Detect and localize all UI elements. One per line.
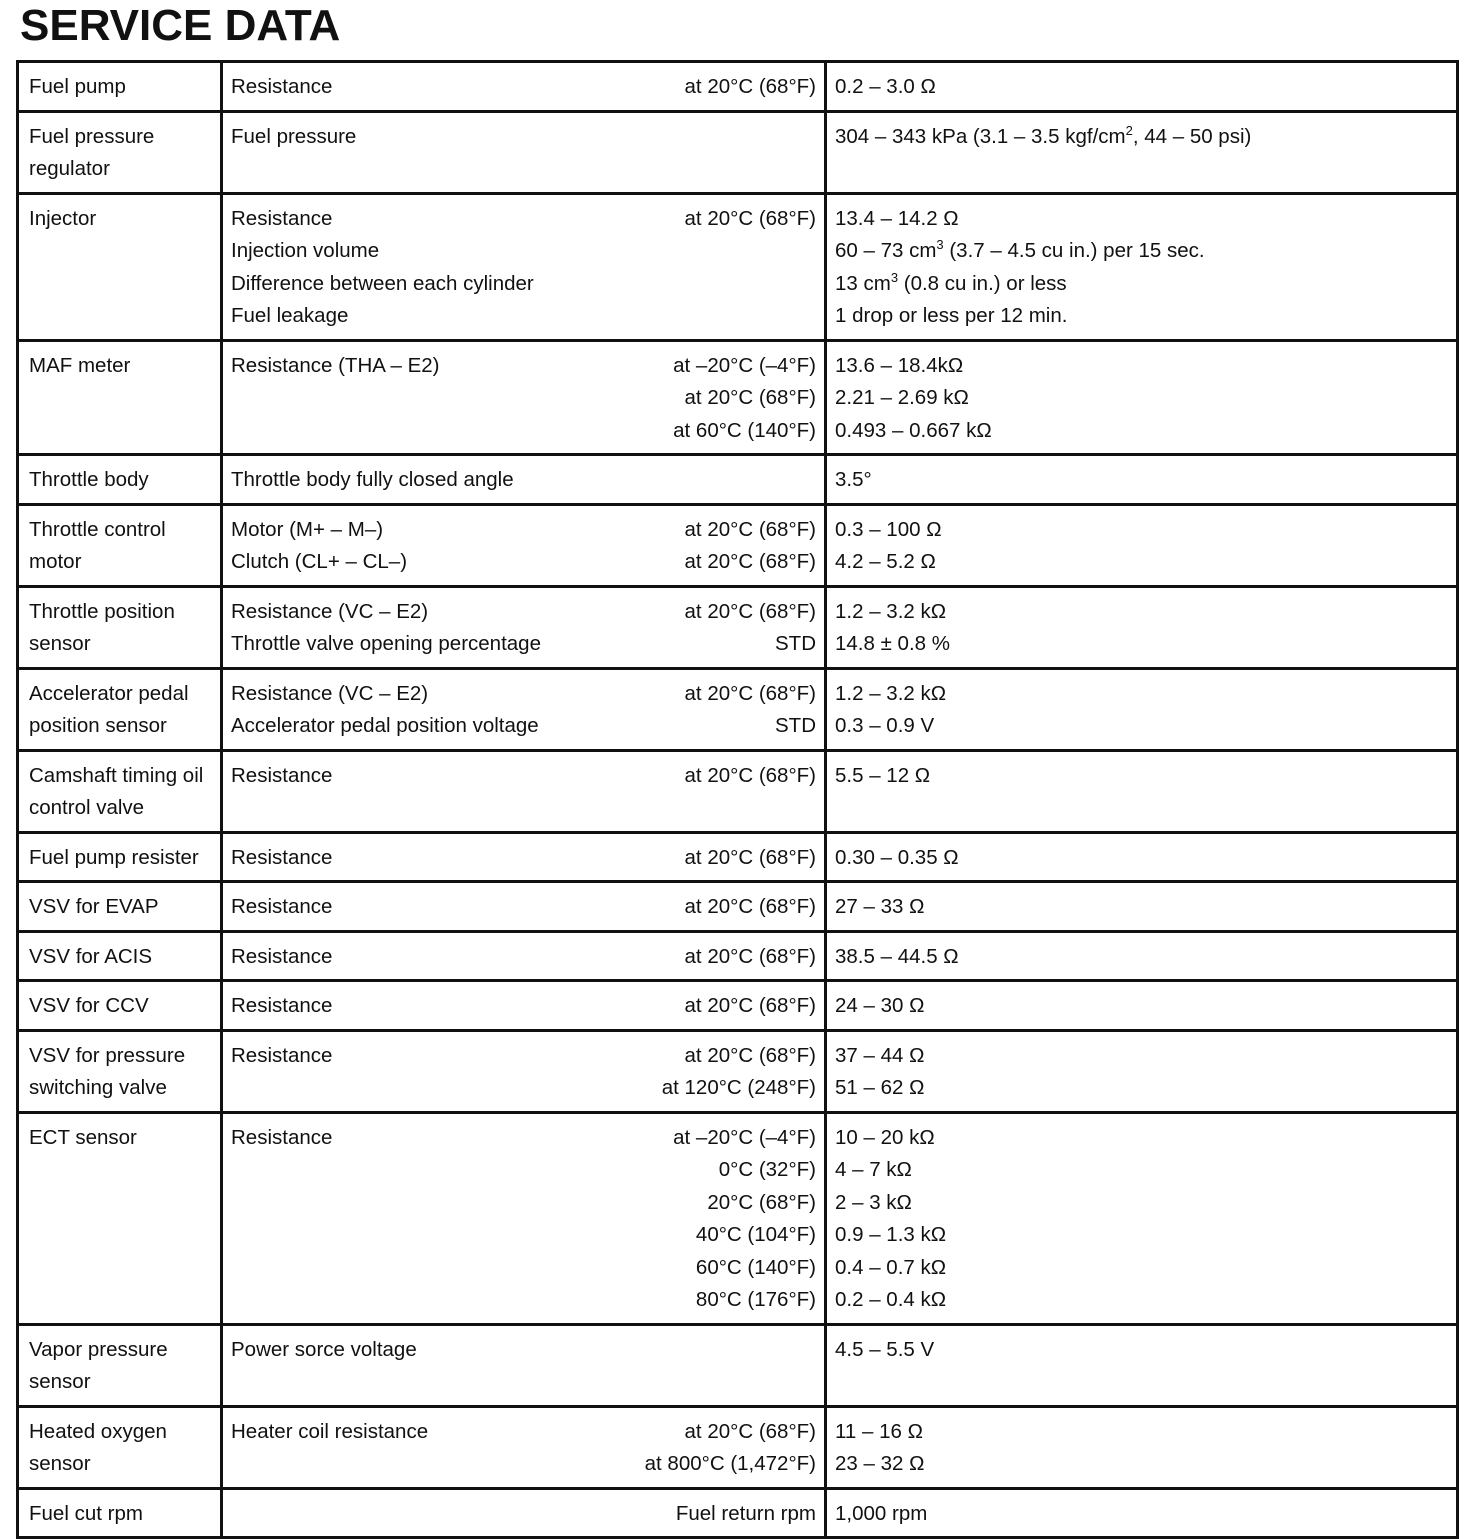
check-item-line xyxy=(231,300,816,333)
condition-label: at 20°C (68°F) xyxy=(684,517,816,541)
condition-label: at 20°C (68°F) xyxy=(684,763,816,787)
specification-cell xyxy=(826,193,1458,340)
spec-value: 14.8 ± 0.8 % xyxy=(835,632,950,655)
specification-cell xyxy=(826,62,1458,112)
check-item-label: Resistance xyxy=(231,763,333,787)
table-row xyxy=(18,1488,1458,1538)
check-item-label: Throttle body fully closed angle xyxy=(231,468,514,491)
check-item-label: Fuel leakage xyxy=(231,304,349,327)
specification-cell xyxy=(826,1406,1458,1488)
check-item-line xyxy=(231,1154,816,1187)
check-item-cell xyxy=(222,931,826,981)
table-row xyxy=(18,455,1458,505)
condition-label: at 20°C (68°F) xyxy=(684,1043,816,1067)
spec-value: 4.5 – 5.5 V xyxy=(835,1337,935,1361)
spec-value: 0.3 – 100 Ω xyxy=(835,517,942,541)
table-row xyxy=(18,62,1458,112)
check-item-line xyxy=(231,546,816,579)
condition-label: at 20°C (68°F) xyxy=(684,895,816,918)
check-item-cell xyxy=(222,1030,826,1112)
check-item-line xyxy=(231,235,816,268)
check-item-cell xyxy=(222,1324,826,1406)
condition-label: at 20°C (68°F) xyxy=(684,206,816,230)
check-item-line xyxy=(231,382,816,415)
check-item-line xyxy=(231,891,816,924)
check-item-label: Resistance xyxy=(231,944,333,968)
check-item-line xyxy=(231,514,816,547)
check-item-cell xyxy=(222,504,826,586)
check-item-label: Resistance xyxy=(231,845,333,869)
check-item-label: Heater coil resistance xyxy=(231,1419,429,1443)
condition-label: 0°C (32°F) xyxy=(718,1158,816,1181)
specification-cell xyxy=(826,455,1458,505)
check-item-line xyxy=(231,710,816,743)
spec-value: 60 – 73 $cm^3$ (3.7 – 4.5 cu in.) per 15 sec. xyxy=(835,237,1205,262)
spec-value: 1.2 – 3.2 kΩ xyxy=(835,681,947,705)
spec-value: 0.4 – 0.7 kΩ xyxy=(835,1255,947,1279)
condition-label: at 20°C (68°F) xyxy=(684,845,816,869)
check-item-line xyxy=(231,678,816,711)
check-item-line xyxy=(231,990,816,1023)
condition-label: STD xyxy=(775,714,816,737)
table-row xyxy=(18,1324,1458,1406)
check-item-cell xyxy=(222,750,826,832)
spec-value: 4 – 7 kΩ xyxy=(835,1158,912,1181)
spec-value: 4.2 – 5.2 Ω xyxy=(835,550,936,573)
component-name: VSV for EVAP xyxy=(18,882,222,932)
spacer-line xyxy=(231,1366,816,1399)
specification-cell xyxy=(826,340,1458,455)
check-item-label: Resistance xyxy=(231,895,333,918)
check-item-label: Resistance xyxy=(231,1043,333,1067)
spec-value: 0.493 – 0.667 kΩ xyxy=(835,418,992,442)
check-item-line xyxy=(231,121,816,154)
check-item-line xyxy=(231,1187,816,1220)
condition-label: 20°C (68°F) xyxy=(707,1190,816,1214)
check-item-line xyxy=(231,842,816,875)
spec-value: 0.2 – 3.0 Ω xyxy=(835,75,936,98)
specification-cell xyxy=(826,504,1458,586)
specification-cell xyxy=(826,1488,1458,1538)
check-item-label: Accelerator pedal position voltage xyxy=(231,714,539,737)
check-item-cell xyxy=(222,340,826,455)
check-item-label: Motor (M+ – M–) xyxy=(231,517,384,541)
component-name: Fuel pump resister xyxy=(18,832,222,882)
check-item-cell xyxy=(222,586,826,668)
check-item-label: Injection volume xyxy=(231,239,380,262)
component-name: Camshaft timing oil control valve xyxy=(18,750,222,832)
spec-value: 37 – 44 Ω xyxy=(835,1043,925,1067)
check-item-label: Resistance xyxy=(231,206,333,230)
spec-value: 10 – 20 kΩ xyxy=(835,1125,935,1149)
spec-value: 13.6 – 18.4kΩ xyxy=(835,353,964,377)
spec-value: 3.5° xyxy=(835,468,872,491)
check-item-line xyxy=(231,1284,816,1317)
check-item-line xyxy=(231,268,816,301)
component-name: MAF meter xyxy=(18,340,222,455)
check-item-line xyxy=(231,941,816,974)
specification-cell xyxy=(826,668,1458,750)
spec-value: 1 drop or less per 12 min. xyxy=(835,304,1068,327)
page-title: SERVICE DATA xyxy=(20,1,341,50)
spec-value: 51 – 62 Ω xyxy=(835,1076,925,1099)
spec-value: 2 – 3 kΩ xyxy=(835,1190,912,1214)
table-row xyxy=(18,340,1458,455)
check-item-line xyxy=(231,464,816,497)
table-row xyxy=(18,750,1458,832)
spec-value: 2.21 – 2.69 kΩ xyxy=(835,386,969,409)
condition-label: 40°C (104°F) xyxy=(695,1223,816,1246)
condition-label: at 20°C (68°F) xyxy=(684,994,816,1017)
check-item-line xyxy=(231,203,816,236)
component-name: Fuel pressure regulator xyxy=(18,111,222,193)
check-item-line xyxy=(231,1219,816,1252)
spec-value: 13 $cm^3$ (0.8 cu in.) or less xyxy=(835,269,1067,295)
spec-value: 304 – 343 kPa (3.1 – 3.5 kgf/$cm^2$, 44 – 50 psi) xyxy=(835,122,1252,148)
check-item-label: Resistance xyxy=(231,75,333,98)
check-item-line xyxy=(231,1122,816,1155)
specification-cell xyxy=(826,882,1458,932)
check-item-label: Resistance (THA – E2) xyxy=(231,353,440,377)
condition-label: at 20°C (68°F) xyxy=(684,75,816,98)
specification-cell xyxy=(826,1324,1458,1406)
component-name: Accelerator pedal position sensor xyxy=(18,668,222,750)
spec-value: 0.3 – 0.9 V xyxy=(835,714,935,737)
table-row xyxy=(18,586,1458,668)
check-item-line xyxy=(231,71,816,104)
condition-label: at 20°C (68°F) xyxy=(684,1419,816,1443)
table-row xyxy=(18,193,1458,340)
condition-label: at 20°C (68°F) xyxy=(684,386,816,409)
check-item-line xyxy=(231,1498,816,1531)
table-row xyxy=(18,504,1458,586)
condition-label: Fuel return rpm xyxy=(675,1501,816,1525)
component-name: VSV for pressure switching valve xyxy=(18,1030,222,1112)
check-item-cell xyxy=(222,882,826,932)
check-item-label: Fuel pressure xyxy=(231,124,357,148)
spec-value: 1.2 – 3.2 kΩ xyxy=(835,599,947,623)
component-name: Fuel cut rpm xyxy=(18,1488,222,1538)
check-item-cell xyxy=(222,193,826,340)
spec-value: 23 – 32 Ω xyxy=(835,1452,925,1475)
condition-label: at 120°C (248°F) xyxy=(661,1076,816,1099)
spec-value: 5.5 – 12 Ω xyxy=(835,763,931,787)
condition-label: at 20°C (68°F) xyxy=(684,599,816,623)
spec-value: 1,000 rpm xyxy=(835,1501,928,1525)
component-name: Throttle body xyxy=(18,455,222,505)
check-item-cell xyxy=(222,1406,826,1488)
check-item-cell xyxy=(222,668,826,750)
condition-label: 60°C (140°F) xyxy=(695,1255,816,1279)
table-row xyxy=(18,832,1458,882)
check-item-line xyxy=(231,1040,816,1073)
spacer-line xyxy=(231,792,816,825)
check-item-cell xyxy=(222,1112,826,1324)
condition-label: at 800°C (1,472°F) xyxy=(644,1452,816,1475)
component-name: Throttle position sensor xyxy=(18,586,222,668)
condition-label: at 60°C (140°F) xyxy=(673,418,816,442)
table-row xyxy=(18,981,1458,1031)
specification-cell xyxy=(826,111,1458,193)
check-item-label: Resistance (VC – E2) xyxy=(231,599,429,623)
specification-cell xyxy=(826,981,1458,1031)
check-item-cell xyxy=(222,62,826,112)
check-item-line xyxy=(231,760,816,793)
check-item-label: Resistance (VC – E2) xyxy=(231,681,429,705)
spec-value: 11 – 16 Ω xyxy=(835,1419,923,1443)
component-name: VSV for ACIS xyxy=(18,931,222,981)
table-row xyxy=(18,1406,1458,1488)
check-item-label: Clutch (CL+ – CL–) xyxy=(231,550,408,573)
spec-value: 0.30 – 0.35 Ω xyxy=(835,845,959,869)
spec-value: 38.5 – 44.5 Ω xyxy=(835,944,959,968)
component-name: VSV for CCV xyxy=(18,981,222,1031)
spacer-line xyxy=(231,153,816,186)
check-item-line xyxy=(231,1448,816,1481)
condition-label: STD xyxy=(775,632,816,655)
check-item-line xyxy=(231,1252,816,1285)
check-item-line xyxy=(231,1416,816,1449)
check-item-label: Resistance xyxy=(231,1125,333,1149)
table-row xyxy=(18,1112,1458,1324)
table-row xyxy=(18,111,1458,193)
component-name: Throttle control motor xyxy=(18,504,222,586)
table-row xyxy=(18,882,1458,932)
check-item-label: Resistance xyxy=(231,994,333,1017)
specification-cell xyxy=(826,750,1458,832)
table-row xyxy=(18,931,1458,981)
component-name: ECT sensor xyxy=(18,1112,222,1324)
specification-cell xyxy=(826,931,1458,981)
check-item-line xyxy=(231,596,816,629)
check-item-line xyxy=(231,415,816,448)
service-data-table xyxy=(16,60,1459,1539)
component-name: Vapor pressure sensor xyxy=(18,1324,222,1406)
specification-cell xyxy=(826,832,1458,882)
check-item-line xyxy=(231,1072,816,1105)
check-item-label: Power sorce voltage xyxy=(231,1337,417,1361)
component-name: Injector xyxy=(18,193,222,340)
check-item-label: Throttle valve opening percentage xyxy=(231,632,541,655)
specification-cell xyxy=(826,586,1458,668)
spec-value: 24 – 30 Ω xyxy=(835,994,925,1017)
spec-value: 0.9 – 1.3 kΩ xyxy=(835,1223,947,1246)
table-row xyxy=(18,1030,1458,1112)
check-item-label: Difference between each cylinder xyxy=(231,271,534,295)
condition-label: at 20°C (68°F) xyxy=(684,944,816,968)
check-item-cell xyxy=(222,455,826,505)
specification-cell xyxy=(826,1030,1458,1112)
check-item-line xyxy=(231,628,816,661)
component-name: Fuel pump xyxy=(18,62,222,112)
check-item-cell xyxy=(222,981,826,1031)
check-item-cell xyxy=(222,832,826,882)
spec-value: 27 – 33 Ω xyxy=(835,895,925,918)
spec-value: 0.2 – 0.4 kΩ xyxy=(835,1288,947,1311)
check-item-cell xyxy=(222,111,826,193)
check-item-line xyxy=(231,1334,816,1367)
component-name: Heated oxygen sensor xyxy=(18,1406,222,1488)
condition-label: at –20°C (–4°F) xyxy=(673,353,816,377)
spec-value: 13.4 – 14.2 Ω xyxy=(835,206,959,230)
specification-cell xyxy=(826,1112,1458,1324)
condition-label: 80°C (176°F) xyxy=(695,1288,816,1311)
condition-label: at –20°C (–4°F) xyxy=(673,1125,816,1149)
check-item-line xyxy=(231,350,816,383)
condition-label: at 20°C (68°F) xyxy=(684,550,816,573)
check-item-cell xyxy=(222,1488,826,1538)
condition-label: at 20°C (68°F) xyxy=(684,681,816,705)
table-row xyxy=(18,668,1458,750)
